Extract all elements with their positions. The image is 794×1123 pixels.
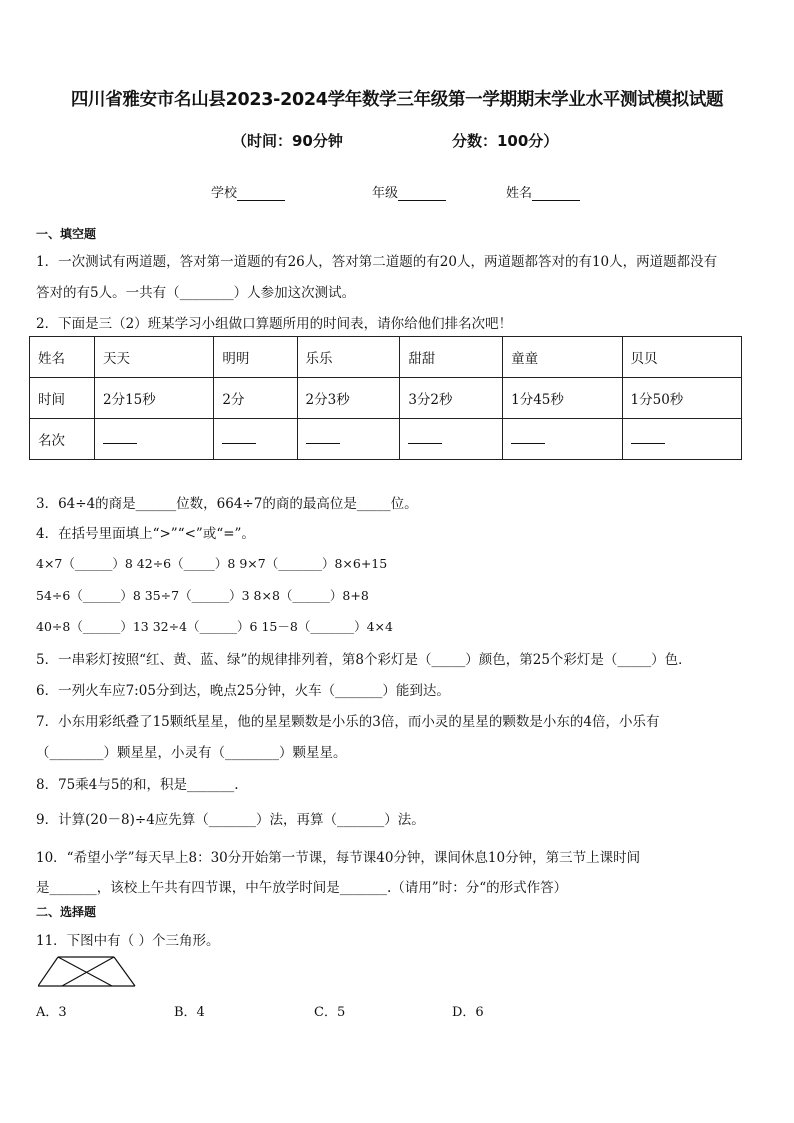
name-label: 姓名: [506, 186, 533, 201]
rank-blank[interactable]: [503, 419, 622, 460]
option-a[interactable]: A．3: [36, 1005, 67, 1020]
table-cell: 甜甜: [400, 337, 503, 378]
grade-field: [372, 182, 446, 201]
school-label: 学校: [211, 186, 238, 201]
rank-blank[interactable]: [297, 419, 400, 460]
section-multiple-choice: 二、选择题: [36, 905, 97, 919]
table-cell: 2分3秒: [297, 378, 400, 419]
exam-score: 分数：100分）: [452, 132, 559, 150]
question-9: 9．计算(20－8)÷4应先算（_______）法，再算（_______）法。: [36, 812, 425, 828]
question-4-row-2: 54÷6（______）8 35÷7（______）3 8×8（______）8+8: [36, 588, 369, 603]
option-d[interactable]: D．6: [452, 1005, 484, 1020]
row-header: 时间: [30, 378, 95, 419]
grade-blank[interactable]: [398, 187, 446, 201]
question-7-line-1: 7．小东用彩纸叠了15颗纸星星，他的星星颗数是小乐的3倍，而小灵的星星的颗数是小东的4倍，小乐有: [36, 714, 660, 730]
table-cell: 1分50秒: [622, 378, 741, 419]
name-field: [506, 182, 580, 201]
option-c[interactable]: C．5: [314, 1005, 346, 1020]
name-blank[interactable]: [532, 187, 580, 201]
question-7-line-2: （________）颗星星，小灵有（________）颗星星。: [36, 745, 347, 761]
row-header: 姓名: [30, 337, 95, 378]
table-cell: 贝贝: [622, 337, 741, 378]
school-field: [211, 182, 285, 201]
school-blank[interactable]: [237, 187, 285, 201]
rank-blank[interactable]: [622, 419, 741, 460]
row-header: 名次: [30, 419, 95, 460]
grade-label: 年级: [372, 186, 399, 201]
rank-blank[interactable]: [95, 419, 214, 460]
table-cell: 明明: [214, 337, 297, 378]
table-cell: 2分15秒: [95, 378, 214, 419]
table-cell: 童童: [503, 337, 622, 378]
question-1-line-1: 1．一次测试有两道题，答对第一道题的有26人，答对第二道题的有20人，两道题都答对的有10人，两道题都没有: [36, 254, 718, 270]
question-10-line-1: 10．“希望小学”每天早上8：30分开始第一节课，每节课40分钟，课间休息10分钟，第三节上课时间: [36, 850, 641, 866]
question-3: 3．64÷4的商是______位数，664÷7的商的最高位是_____位。: [36, 496, 418, 512]
question-1-line-2: 答对的有5人。一共有（________）人参加这次测试。: [36, 285, 356, 301]
table-cell: 3分2秒: [400, 378, 503, 419]
table-cell: 2分: [214, 378, 297, 419]
question-2: 2．下面是三（2）班某学习小组做口算题所用的时间表，请你给他们排名次吧！: [36, 316, 513, 332]
section-fill-in: 一、填空题: [36, 227, 97, 241]
rank-blank[interactable]: [214, 419, 297, 460]
exam-time: （时间：90分钟: [232, 132, 343, 150]
question-4-row-1: 4×7（______）8 42÷6（_____）8 9×7（_______）8×6+15: [36, 556, 388, 571]
table-cell: 天天: [95, 337, 214, 378]
table-cell: 1分45秒: [503, 378, 622, 419]
question-6: 6．一列火车应7:05分到达，晚点25分钟，火车（_______）能到达。: [36, 683, 450, 699]
question-8: 8．75乘4与5的和，积是_______.: [36, 777, 239, 793]
exam-title: 四川省雅安市名山县2023-2024学年数学三年级第一学期期末学业水平测试模拟试题: [70, 90, 724, 110]
option-b[interactable]: B．4: [174, 1005, 205, 1020]
table-cell: 乐乐: [297, 337, 400, 378]
triangle-figure: [38, 955, 138, 989]
question-5: 5．一串彩灯按照“红、黄、蓝、绿”的规律排列着，第8个彩灯是（_____）颜色，第25个彩灯是（_____）色．: [36, 652, 692, 668]
ranking-table: [29, 336, 742, 460]
question-4-row-3: 40÷8（______）13 32÷4（______）6 15－8（_______）4×4: [36, 619, 393, 634]
question-11: 11．下图中有（ ）个三角形。: [36, 933, 220, 949]
table-row: [30, 378, 742, 419]
table-row: [30, 337, 742, 378]
rank-blank[interactable]: [400, 419, 503, 460]
table-row: [30, 419, 742, 460]
question-10-line-2: 是_______，该校上午共有四节课，中午放学时间是_______.（请用”时：分“的形式作答）: [36, 880, 568, 896]
question-4-intro: 4．在括号里面填上“>”“<”或“=”。: [36, 526, 255, 542]
